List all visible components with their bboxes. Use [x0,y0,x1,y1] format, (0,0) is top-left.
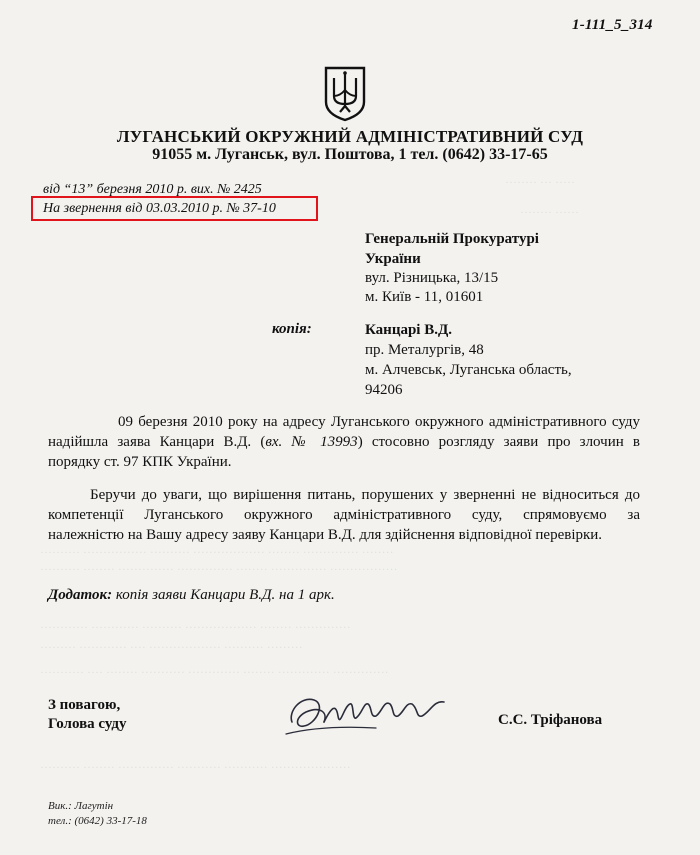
signer-title: Голова суду [48,716,127,732]
body-text: надійшла заява Канцари В.Д. ( [48,434,266,450]
body-line: 09 березня 2010 року на адресу Луганського окружного адміністративного суду [118,414,640,430]
attachment-text: копія заяви Канцари В.Д. на 1 арк. [112,587,335,603]
recipient-name-cont: України [365,251,421,267]
recipient-name: Генеральній Прокуратурі [365,231,539,247]
attachment-label: Додаток: [48,587,113,603]
outgoing-number-line: від “13” березня 2010 р. вих. № 2425 [43,182,262,197]
show-through-text: ·········· ········ ·············· ··········· ··········· ···················· [40,760,351,774]
copy-recipient-city: м. Алчевськ, Луганська область, [365,362,572,378]
court-address: 91055 м. Луганськ, вул. Поштова, 1 тел. (0642) 33-17-65 [152,146,548,163]
show-through-text: ·········· ········ ·············· ·············· ········ ·············· ················· [40,562,398,576]
court-name: ЛУГАНСЬКИЙ ОКРУЖНИЙ АДМІНІСТРАТИВНИЙ СУД [116,127,584,146]
copy-recipient-postcode: 94206 [365,382,403,398]
copy-recipient-name: Канцарі В.Д. [365,322,453,338]
show-through-text: ········· ············ ···· ·················· ·········· ········· [40,640,303,654]
body-paragraph-1 [48,412,640,472]
body-line [48,432,640,452]
body-line: належністю на Вашу адресу заяву Канцари В.Д. для здійснення відповідної перевірки. [48,527,603,543]
recipient-city: м. Київ - 11, 01601 [365,289,484,305]
body-text: ) стосовно розгляду заяви про злочин в [357,434,641,450]
show-through-text: ·········· ················ ·········· ·················· ········ ·············· ········ [40,545,394,559]
body-line: Беручи до уваги, що вирішення питань, порушених у зверненні не відноситься до [90,487,640,503]
show-through-text: ··········· ···· ········ ··········· ············· ········ ············· ·············· [40,665,389,679]
show-through-text: ············ ············ ·········· ·················· ········ ·············· [40,620,351,634]
body-line: порядку ст. 97 КПК України. [48,454,232,470]
copy-label: копія: [272,321,312,337]
attachment-line [48,587,335,604]
document-reference-code: 1-111_5_314 [572,17,653,33]
executor-phone: тел.: (0642) 33-17-18 [48,815,147,827]
recipient-street: вул. Різницька, 13/15 [365,270,499,286]
executor-name: Вик.: Лагутін [48,800,114,812]
closing-regards: З повагою, [48,697,121,713]
body-paragraph-2 [48,485,640,545]
show-through-text: ········ ··· ····· [505,175,575,189]
incoming-number: вх. № 13993 [265,434,358,450]
trident-coat-of-arms-icon [323,66,367,122]
body-line: компетенції Луганського окружного адміністративного суду, спрямовуємо за [48,507,640,523]
handwritten-signature [280,682,470,744]
response-to-line: На звернення від 03.03.2010 р. № 37-10 [43,201,276,216]
copy-recipient-street: пр. Металургів, 48 [365,342,484,358]
show-through-text: ········ ······ [520,205,579,219]
red-highlight-box [31,196,318,221]
signer-name: С.С. Тріфанова [498,712,603,728]
